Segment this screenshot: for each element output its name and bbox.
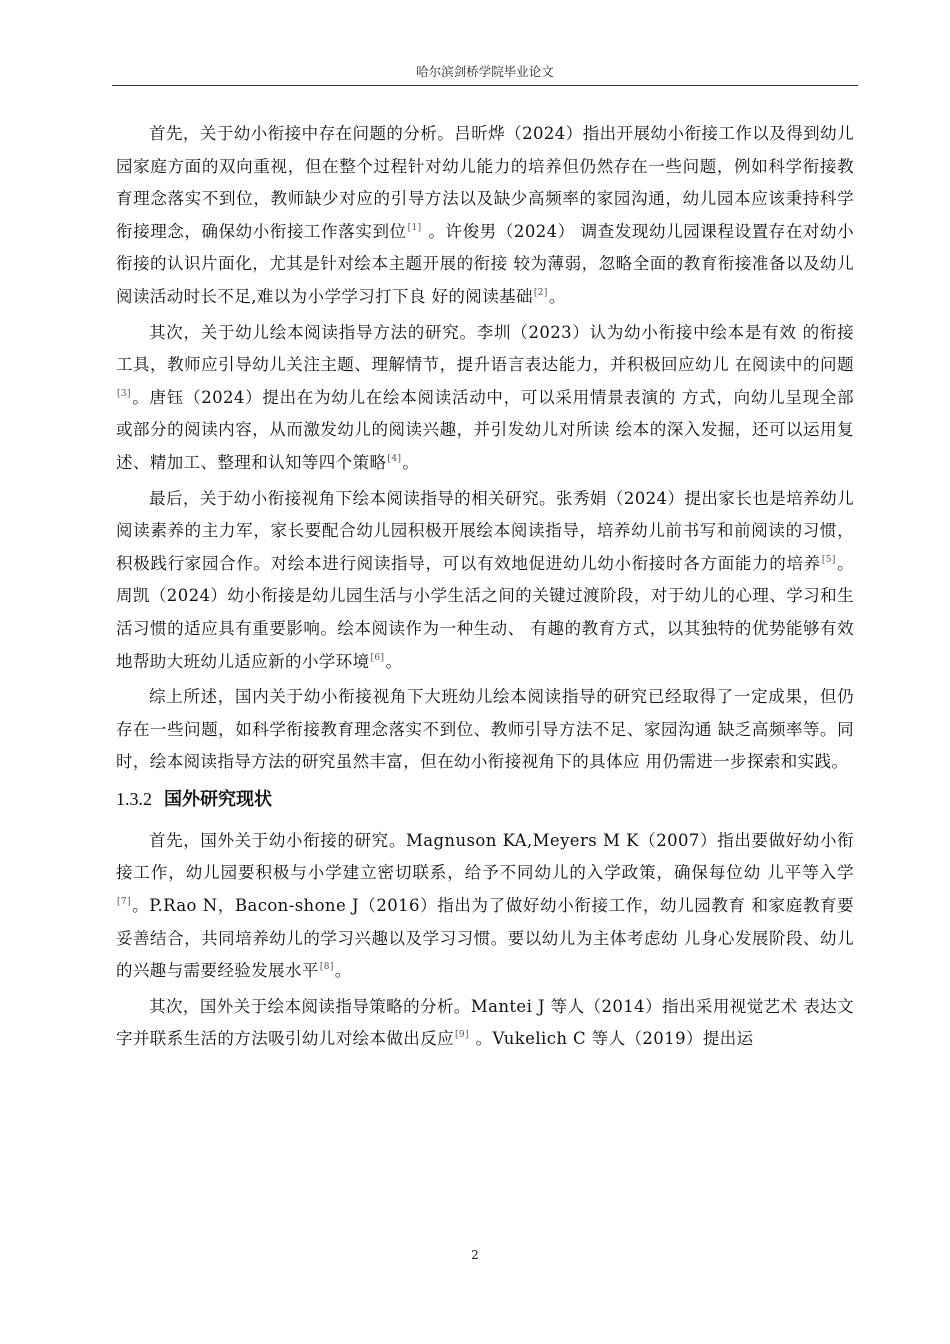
citation-reference: [8] <box>319 962 334 973</box>
paragraph-text: 。Vukelich C 等人（2019）提出运 <box>469 1029 754 1049</box>
paragraph-text: 其次，国外关于绘本阅读指导策略的分析。Mantei J 等人（2014）指出采用视觉艺术 表达文字并联系生活的方法吸引幼儿对绘本做出反应 <box>116 996 854 1049</box>
citation-reference: [4] <box>387 453 402 464</box>
body-paragraph <box>116 681 854 779</box>
citation-reference: [5] <box>821 554 836 565</box>
section-title: 国外研究现状 <box>164 788 272 810</box>
paragraph-text: 。 <box>548 286 566 306</box>
paragraph-text: 首先，关于幼小衔接中存在问题的分析。吕昕烨（2024）指出开展幼小衔接工作以及得到幼儿园家庭方面的双向重视，但在整个过程针对幼儿能力的培养但仍然存在一些问题，例如科学衔接教育理念落实不到位，教师缺少对应的引导方法以及缺少高频率的家园沟通，幼儿园本应该秉持科学衔接理念，确保幼小衔接工作落实到位 <box>116 124 854 241</box>
section-heading <box>116 782 854 817</box>
paragraph-text: 。周凯（2024）幼小衔接是幼儿园生活与小学生活之间的关键过渡阶段，对于幼儿的心理、学习和生活习惯的适应具有重要影响。绘本阅读作为一种生动、 有趣的教育方式，以其独特的优势能够有效地帮助大班幼儿适应新的小学环境 <box>116 553 854 671</box>
body-paragraph <box>116 317 854 480</box>
domestic-research-paragraphs <box>116 118 854 779</box>
citation-reference: [3] <box>117 388 131 399</box>
header-divider <box>112 85 858 86</box>
paragraph-text: 。唐钰（2024）提出在为幼儿在绘本阅读活动中，可以采用情景表演的 方式，向幼儿呈现全部或部分的阅读内容，从而激发幼儿的阅读兴趣，并引发幼儿对所读 绘本的深入发掘，还可以运用复述、精加工、整理和认知等四个策略 <box>116 387 854 472</box>
citation-reference: [2] <box>533 287 548 298</box>
citation-reference: [6] <box>370 652 385 663</box>
paragraph-text: 最后，关于幼小衔接视角下绘本阅读指导的相关研究。张秀娟（2024）提出家长也是培养幼儿阅读素养的主力军，家长要配合幼儿园积极开展绘本阅读指导，培养幼儿前书写和前阅读的习惯，积极践行家园合作。对绘本进行阅读指导，可以有效地促进幼儿幼小衔接时各方面能力的培养 <box>116 488 854 573</box>
page-body <box>116 118 854 1059</box>
body-paragraph <box>116 483 854 679</box>
paragraph-text: 。 <box>385 651 403 671</box>
paragraph-text: 首先，国外关于幼小衔接的研究。Magnuson KA,Meyers M K（2007）指出要做好幼小衔接工作，幼儿园要积极与小学建立密切联系，给予不同幼儿的入学政策，确保每位幼 儿平等入学 <box>116 830 854 883</box>
paragraph-text: 。 <box>402 452 420 472</box>
paragraph-text: 。P.Rao N，Bacon-shone J（2016）指出为了做好幼小衔接工作，幼儿园教育 和家庭教育要妥善结合，共同培养幼儿的学习兴趣以及学习习惯。要以幼儿为主体考虑幼 儿身心发展阶段、幼儿的兴趣与需要经验发展水平 <box>116 896 854 981</box>
paragraph-text: 。许俊男（2024） 调查发现幼儿园课程设置存在对幼小衔接的认识片面化，尤其是针对绘本主题开展的衔接 较为薄弱，忽略全面的教育衔接准备以及幼儿阅读活动时长不足,难以为小学学习打下良 好的阅读基础 <box>116 221 854 306</box>
paragraph-text: 其次，关于幼儿绘本阅读指导方法的研究。李圳（2023）认为幼小衔接中绘本是有效 的衔接工具，教师应引导幼儿关注主题、理解情节，提升语言表达能力，并积极回应幼儿 在阅读中的问题 <box>116 322 854 375</box>
foreign-research-paragraphs <box>116 825 854 1056</box>
page-header-title: 哈尔滨剑桥学院毕业论文 <box>416 64 554 79</box>
body-paragraph <box>116 118 854 314</box>
paragraph-text: 综上所述，国内关于幼小衔接视角下大班幼儿绘本阅读指导的研究已经取得了一定成果，但仍存在一些问题，如科学衔接教育理念落实不到位、教师引导方法不足、家园沟通 缺乏高频率等。同时，绘本阅读指导方法的研究虽然丰富，但在幼小衔接视角下的具体应 用仍需进一步探索和实践。 <box>116 687 854 772</box>
body-paragraph <box>116 825 854 988</box>
paragraph-text: 。 <box>334 961 352 981</box>
citation-reference: [9] <box>455 1030 469 1041</box>
citation-reference: [7] <box>117 897 131 908</box>
citation-reference: [1] <box>407 222 422 233</box>
section-number: 1.3.2 <box>116 788 152 809</box>
body-paragraph <box>116 991 854 1056</box>
page-number: 2 <box>471 1248 479 1262</box>
